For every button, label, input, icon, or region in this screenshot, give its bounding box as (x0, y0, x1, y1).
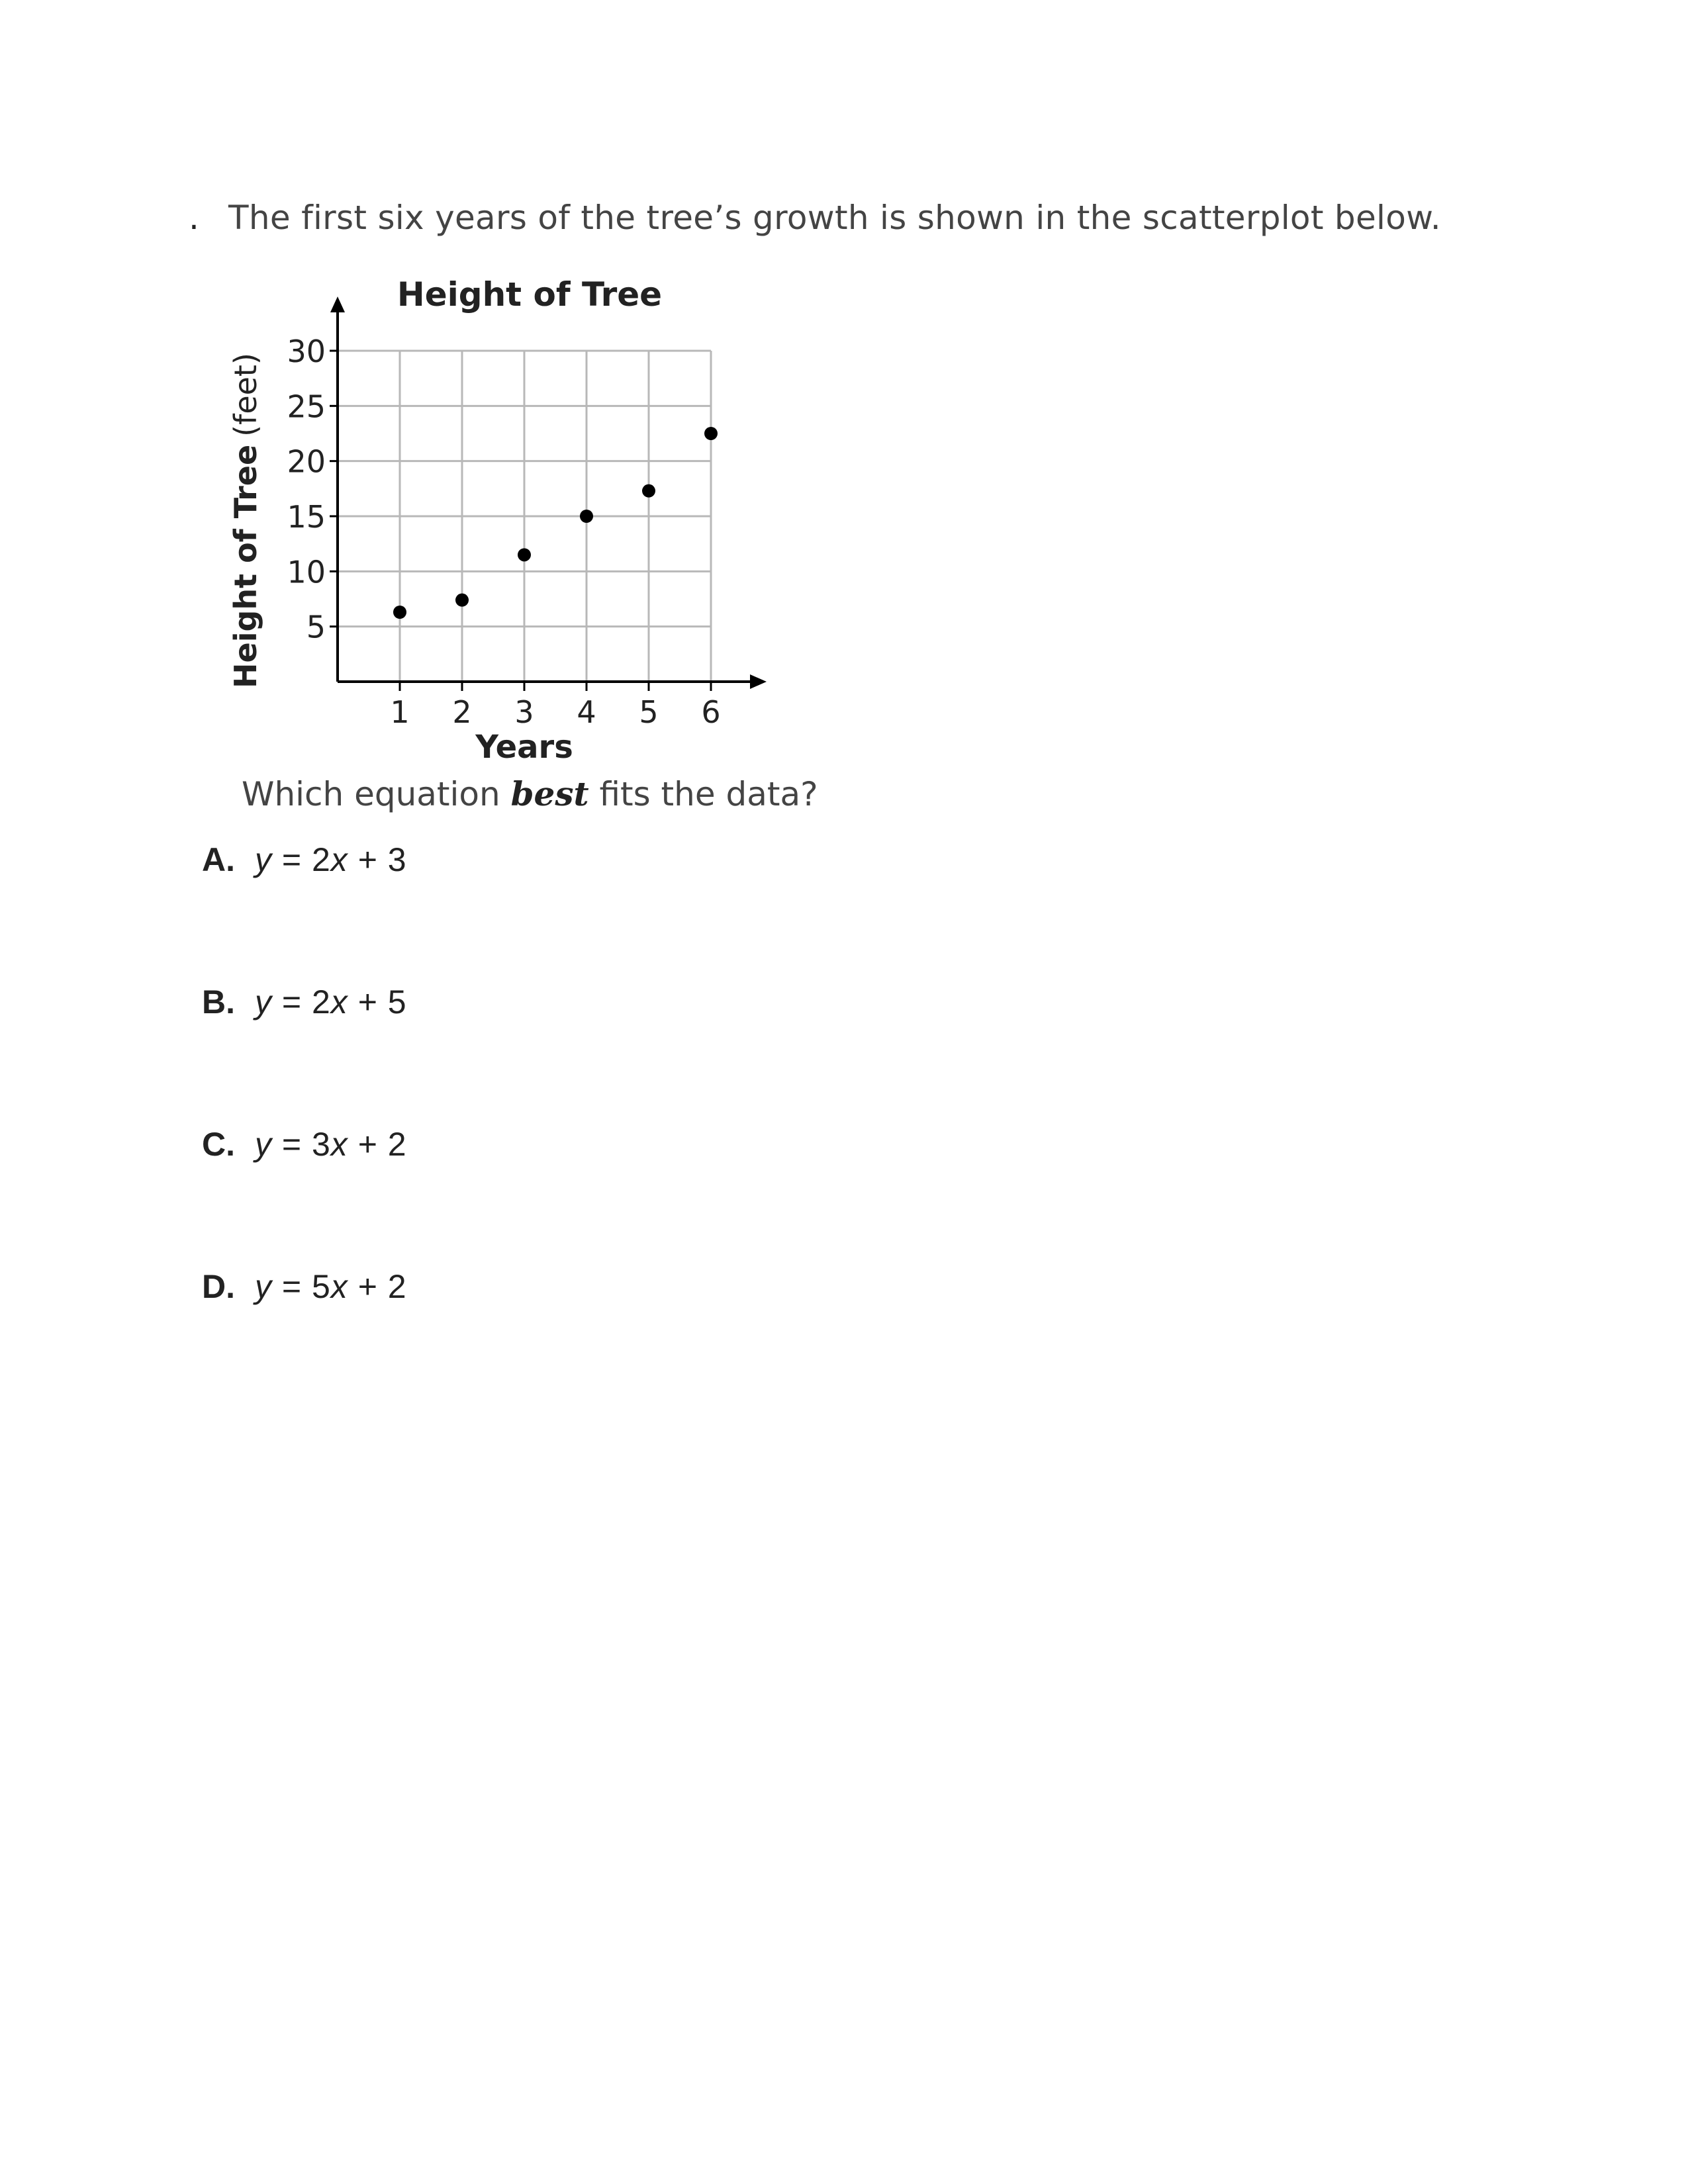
y-axis-arrow (330, 296, 345, 312)
y-axis-label-bold: Height of Tree (228, 444, 263, 688)
y-tick-label: 5 (306, 609, 326, 645)
choice-c[interactable] (202, 1125, 407, 1163)
question-text (189, 199, 1441, 237)
x-tick-label: 4 (577, 694, 596, 730)
x-axis-label: Years (475, 729, 573, 766)
choice-equation: y = 2x + 5 (255, 983, 407, 1021)
x-tick-label: 1 (390, 694, 410, 730)
svg-text:Height of Tree(feet) (228, 353, 263, 688)
choice-letter: D. (202, 1268, 235, 1305)
y-tick-label: 15 (287, 499, 326, 535)
choice-d[interactable] (202, 1267, 407, 1306)
choice-b[interactable] (202, 983, 407, 1021)
data-point (642, 484, 655, 498)
data-point (518, 548, 531, 561)
choice-letter: B. (202, 983, 235, 1021)
prompt-after: fits the data? (588, 775, 818, 813)
choice-a[interactable] (202, 841, 407, 879)
x-tick-label: 3 (514, 694, 534, 730)
y-axis-label (228, 353, 263, 688)
x-tick-label: 6 (701, 694, 721, 730)
chart-title: Height of Tree (397, 275, 663, 314)
scatterplot (218, 265, 814, 771)
grid (338, 351, 711, 682)
y-tick-label: 25 (287, 388, 326, 425)
y-tick-label: 30 (287, 334, 326, 369)
choice-equation: y = 2x + 3 (255, 841, 407, 878)
y-axis-label-unit: (feet) (228, 353, 263, 437)
choice-letter: C. (202, 1126, 235, 1163)
x-axis-arrow (750, 674, 767, 689)
data-point (580, 510, 593, 523)
choice-equation: y = 3x + 2 (255, 1126, 407, 1163)
prompt (242, 774, 818, 813)
x-tick-label: 5 (639, 694, 659, 730)
x-tick-label: 2 (452, 694, 472, 730)
data-point (704, 427, 718, 440)
question-stem: The first six years of the tree’s growth is shown in the scatterplot below. (228, 199, 1441, 237)
prompt-before: Which equation (242, 775, 511, 813)
tick-labels (287, 334, 720, 730)
y-tick-label: 20 (287, 443, 326, 480)
scatterplot-svg (218, 265, 814, 768)
axes (330, 296, 767, 691)
choice-letter: A. (202, 841, 235, 878)
data-point (455, 594, 469, 607)
question-number: . (189, 199, 200, 237)
data-points (393, 427, 718, 619)
choice-equation: y = 5x + 2 (255, 1268, 407, 1305)
y-tick-label: 10 (287, 554, 326, 590)
data-point (393, 606, 406, 619)
prompt-emphasis: best (510, 774, 589, 813)
